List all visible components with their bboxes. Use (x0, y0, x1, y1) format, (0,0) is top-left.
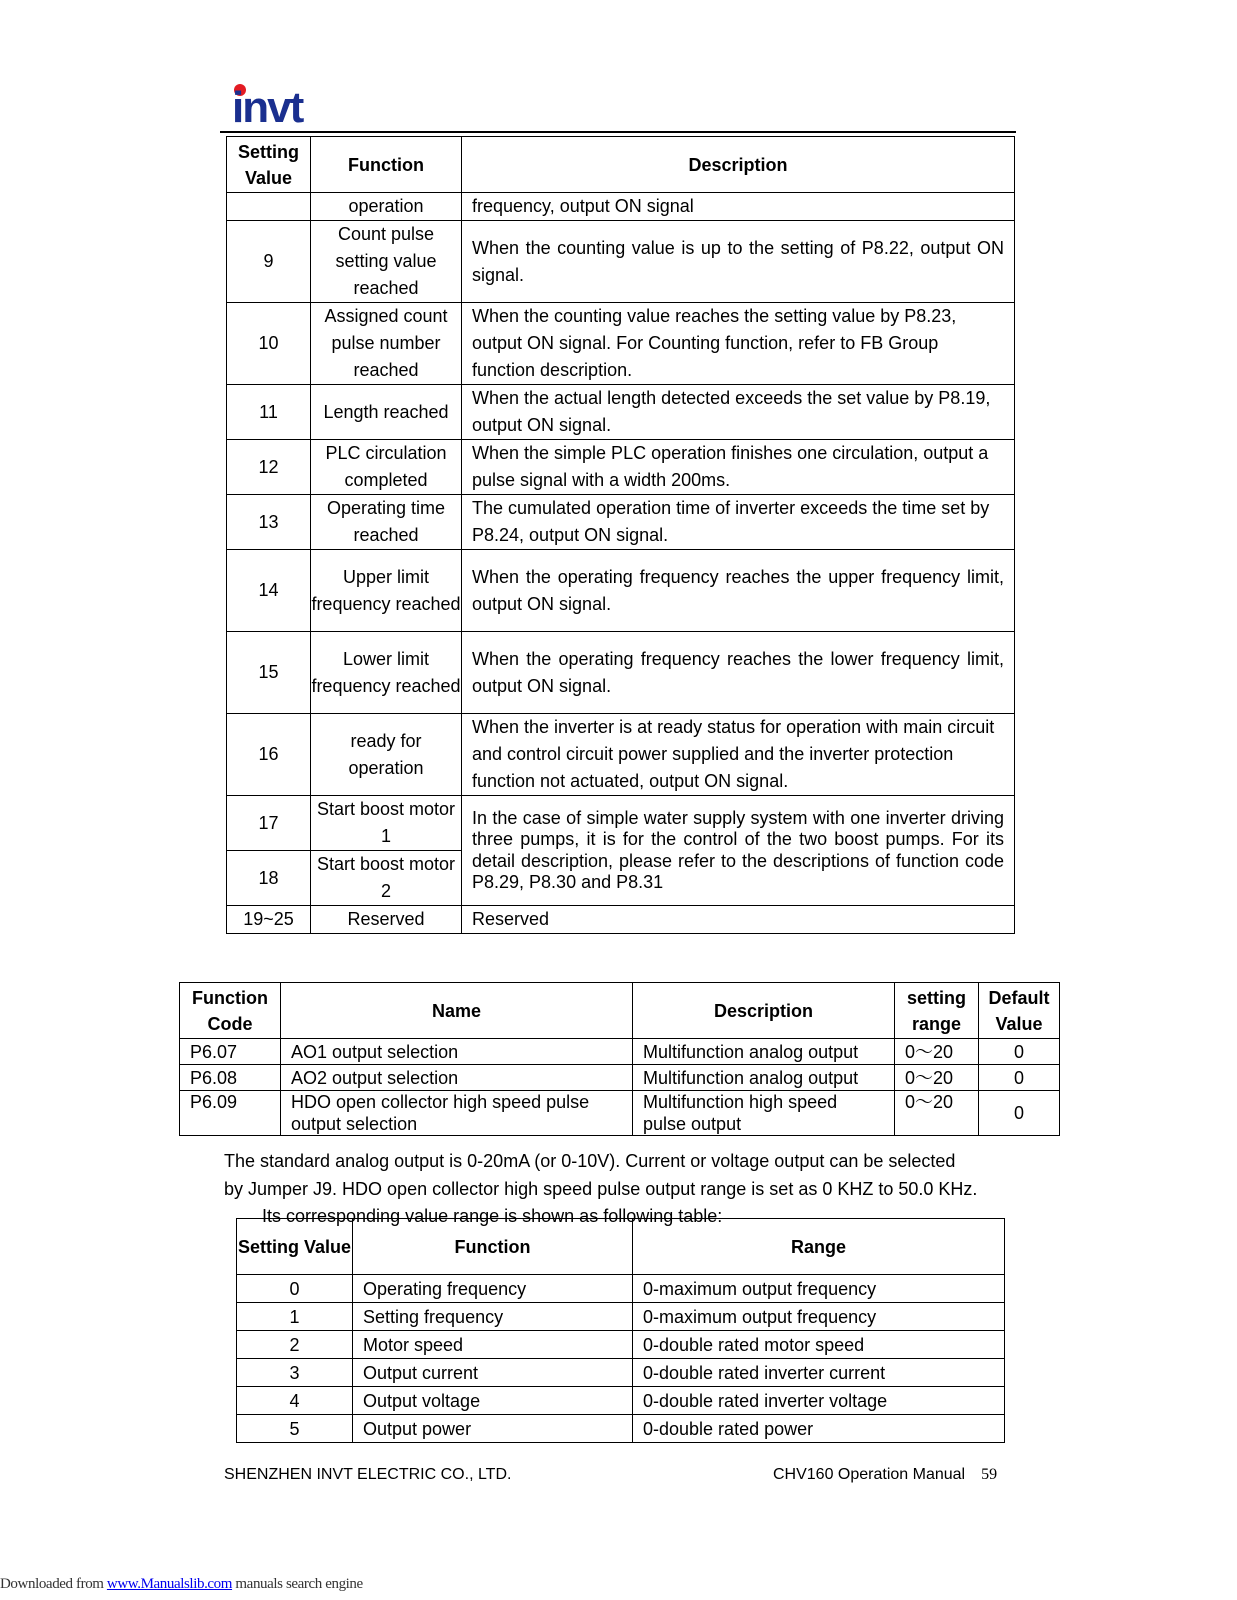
cell-description: When the operating frequency reaches the upper frequency limit, output ON signal. (462, 550, 1015, 632)
cell-value: 9 (227, 221, 311, 303)
cell-range: 0～20 (895, 1065, 979, 1091)
cell-function: Operating frequency (353, 1275, 633, 1303)
cell-description: frequency, output ON signal (462, 193, 1015, 221)
table-row (227, 906, 1015, 934)
cell-value: 13 (227, 495, 311, 550)
logo-text: invt (232, 83, 303, 128)
footer-manual (773, 1466, 997, 1484)
function-code-table (179, 982, 1060, 1136)
cell-range: 0-double rated motor speed (633, 1331, 1005, 1359)
table-row (227, 632, 1015, 714)
header-setting-value: Setting Value (227, 137, 311, 193)
cell-range: 0-double rated inverter current (633, 1359, 1005, 1387)
cell-default: 0 (979, 1039, 1060, 1065)
table-row (237, 1359, 1005, 1387)
cell-description: Multifunction analog output (633, 1039, 895, 1065)
table-row (237, 1331, 1005, 1359)
cell-value: 12 (227, 440, 311, 495)
cell-function: Output current (353, 1359, 633, 1387)
cell-value: 1 (237, 1303, 353, 1331)
cell-description: In the case of simple water supply system with one inverter driving three pumps, it is for the control of the two boost pumps. For its detail description, please refer to the descriptions of function code P8.29, P8.30 and P8.31 (462, 796, 1015, 906)
footer-manual-title: CHV160 Operation Manual (773, 1466, 966, 1483)
cell-name: AO2 output selection (281, 1065, 633, 1091)
cell-value: 11 (227, 385, 311, 440)
cell-function: ready for operation (311, 714, 462, 796)
header-function-code: Function Code (180, 983, 281, 1039)
table-row (237, 1303, 1005, 1331)
cell-description: When the counting value is up to the setting of P8.22, output ON signal. (462, 221, 1015, 303)
paragraph-line-2: by Jumper J9. HDO open collector high speed pulse output range is set as 0 KHZ to 50.0 KHz. (224, 1179, 978, 1199)
cell-description: The cumulated operation time of inverter exceeds the time set by P8.24, output ON signal. (462, 495, 1015, 550)
table-row (227, 495, 1015, 550)
table-row (227, 550, 1015, 632)
cell-function: Output power (353, 1415, 633, 1443)
table-row (227, 440, 1015, 495)
table-row (237, 1415, 1005, 1443)
cell-function: Output voltage (353, 1387, 633, 1415)
cell-name: AO1 output selection (281, 1039, 633, 1065)
cell-range: 0～20 (895, 1039, 979, 1065)
table-header-row (180, 983, 1060, 1039)
cell-function: Count pulse setting value reached (311, 221, 462, 303)
cell-description: Multifunction analog output (633, 1065, 895, 1091)
header-description: Description (633, 983, 895, 1039)
cell-function: Motor speed (353, 1331, 633, 1359)
cell-value: 14 (227, 550, 311, 632)
table-row (227, 303, 1015, 385)
cell-description: When the simple PLC operation finishes one circulation, output a pulse signal with a width 200ms. (462, 440, 1015, 495)
cell-function: operation (311, 193, 462, 221)
cell-description: When the actual length detected exceeds the set value by P8.19, output ON signal. (462, 385, 1015, 440)
cell-value: 16 (227, 714, 311, 796)
cell-default: 0 (979, 1065, 1060, 1091)
paragraph-line-1: The standard analog output is 0-20mA (or 0-10V). Current or voltage output can be selected (224, 1151, 956, 1171)
table-header-row (237, 1219, 1005, 1275)
cell-function: Start boost motor 1 (311, 796, 462, 851)
cell-range: 0-maximum output frequency (633, 1303, 1005, 1331)
cell-description: When the inverter is at ready status for operation with main circuit and control circuit power supplied and the inverter protection function not actuated, output ON signal. (462, 714, 1015, 796)
cell-value: 15 (227, 632, 311, 714)
table-row (180, 1065, 1060, 1091)
cell-range: 0-maximum output frequency (633, 1275, 1005, 1303)
header-function: Function (311, 137, 462, 193)
cell-default: 0 (979, 1091, 1060, 1136)
cell-value (227, 193, 311, 221)
cell-function: PLC circulation completed (311, 440, 462, 495)
cell-code: P6.08 (180, 1065, 281, 1091)
header-range: Range (633, 1219, 1005, 1275)
table-row (227, 796, 1015, 851)
cell-function: Assigned count pulse number reached (311, 303, 462, 385)
table-row (227, 714, 1015, 796)
cell-function: Start boost motor 2 (311, 851, 462, 906)
cell-description: Multifunction high speed pulse output (633, 1091, 895, 1136)
cell-range: 0-double rated inverter voltage (633, 1387, 1005, 1415)
cell-code: P6.09 (180, 1091, 281, 1136)
cell-value: 5 (237, 1415, 353, 1443)
cell-function: Operating time reached (311, 495, 462, 550)
header-setting-range: setting range (895, 983, 979, 1039)
cell-description: When the operating frequency reaches the lower frequency limit, output ON signal. (462, 632, 1015, 714)
header-default-value: Default Value (979, 983, 1060, 1039)
cell-value: 10 (227, 303, 311, 385)
header-description: Description (462, 137, 1015, 193)
download-suffix: manuals search engine (232, 1576, 363, 1592)
header-function: Function (353, 1219, 633, 1275)
cell-function: Setting frequency (353, 1303, 633, 1331)
cell-value: 0 (237, 1275, 353, 1303)
cell-value: 2 (237, 1331, 353, 1359)
cell-function: Length reached (311, 385, 462, 440)
cell-code: P6.07 (180, 1039, 281, 1065)
header-rule (220, 131, 1016, 133)
table-row (180, 1039, 1060, 1065)
cell-range: 0～20 (895, 1091, 979, 1136)
footer-company: SHENZHEN INVT ELECTRIC CO., LTD. (224, 1466, 512, 1483)
digital-output-function-table (226, 136, 1015, 934)
table-row (227, 385, 1015, 440)
header-name: Name (281, 983, 633, 1039)
page-number: 59 (981, 1466, 998, 1483)
cell-value: 3 (237, 1359, 353, 1387)
cell-range: 0-double rated power (633, 1415, 1005, 1443)
cell-value: 17 (227, 796, 311, 851)
download-notice (0, 1576, 363, 1593)
download-prefix: Downloaded from (0, 1576, 107, 1592)
table-row (180, 1091, 1060, 1136)
cell-function: Upper limit frequency reached (311, 550, 462, 632)
table-row (237, 1275, 1005, 1303)
cell-function: Lower limit frequency reached (311, 632, 462, 714)
invt-logo (232, 80, 342, 128)
header-setting-value: Setting Value (237, 1219, 353, 1275)
table-row (237, 1387, 1005, 1415)
cell-value: 4 (237, 1387, 353, 1415)
cell-value: 19~25 (227, 906, 311, 934)
table-row (227, 221, 1015, 303)
value-range-table (236, 1218, 1005, 1443)
cell-name: HDO open collector high speed pulse output selection (281, 1091, 633, 1136)
cell-function: Reserved (311, 906, 462, 934)
cell-description: When the counting value reaches the setting value by P8.23, output ON signal. For Counting function, refer to FB Group function description. (462, 303, 1015, 385)
cell-description: Reserved (462, 906, 1015, 934)
cell-value: 18 (227, 851, 311, 906)
table-row (227, 193, 1015, 221)
paragraph-line-3: Its corresponding value range is shown as following table: (262, 1206, 723, 1226)
manualslib-link[interactable]: www.Manualslib.com (106, 1576, 233, 1592)
table-header-row (227, 137, 1015, 193)
